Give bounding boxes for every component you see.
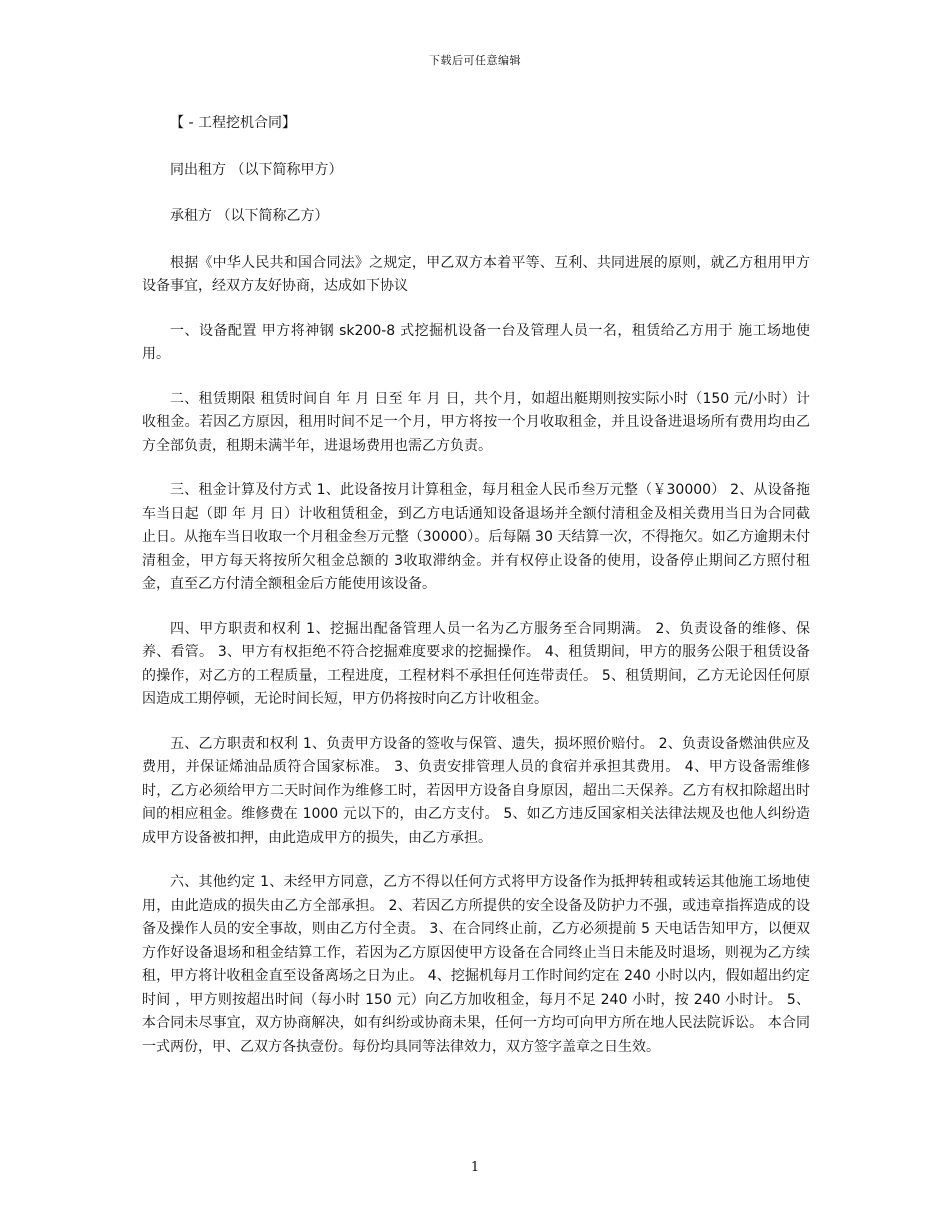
lessor-line: 同出租方 （以下简称甲方） [170, 161, 343, 178]
preamble-paragraph: 根据《中华人民共和国合同法》之规定，甲乙双方本着平等、互利、共同进展的原则，就乙方租用甲方设备事宜，经双方友好协商，达成如下协议 [142, 254, 810, 294]
clause-lessor-duties: 四、甲方职责和权利 1、挖掘出配备管理人员一名为乙方服务至合同期满。 2、负责设备的维修、保养、看管。 3、甲方有权拒绝不符合挖掘难度要求的挖掘操作。 4、租赁期间，甲方的服务公限于租赁设备的操作，对乙方的工程质量，工程进度，工程材料不承担任何连带责任。 5、租赁期间，乙方无论因任何原因造成工期停顿，无论时间长短，甲方仍将按时向乙方计收租金。 [142, 620, 810, 707]
clause-lease-term: 二、租赁期限 租赁时间自 年 月 日至 年 月 日，共个月，如超出艇期则按实际小时（150 元/小时）计收租金。若因乙方原因，租用时间不足一个月，甲方将按一个月收取租金，并且设备进退场所有费用均由乙方全部负责，租期未满半年，进退场费用也需乙方负责。 [142, 390, 810, 454]
clause-other-terms: 六、其他约定 1、未经甲方同意，乙方不得以任何方式将甲方设备作为抵押转租或转运其他施工场地使用，由此造成的损失由乙方全部承担。 2、若因乙方所提供的安全设备及防护力不强，或违章指挥造成的设备及操作人员的安全事故，则由乙方付全责。 3、在合同终止前，乙方必须提前 5 天电话告知甲方，以便双方作好设备退场和租金结算工作，若因为乙方原因使甲方设备在合同终止当日未能及时退场，则视为乙方续租，甲方将计收租金直至设备离场之日为止。 4、挖掘机每月工作时间约定在 240 小时以内，假如超出约定时间 ，甲方则按超出时间（每小时 150 元）向乙方加收租金，每月不足 240 小时，按 240 小时计。 5、本合同未尽事宜，双方协商解决，如有纠纷或协商未果，任何一方均可向甲方所在地人民法院诉讼。 本合同一式两份，甲、乙双方各执壹份。每份均具同等法律效力，双方签字盖章之日生效。 [142, 874, 810, 1055]
contract-body [142, 112, 810, 1080]
clause-rent-payment: 三、租金计算及付方式 1、此设备按月计算租金，每月租金人民币叁万元整（￥30000） 2、从设备拖车当日起（即 年 月 日）计收租赁租金，到乙方电话通知设备退场并全额付清租金及相关费用当日为合同截止日。从拖车当日收取一个月租金叁万元整（30000）。后每隔 30 天结算一次，不得拖欠。如乙方逾期未付清租金，甲方每天将按所欠租金总额的 3收取滞纳金。并有权停止设备的使用，设备停止期间乙方照付租金，直至乙方付清全额租金后方能使用该设备。 [142, 482, 810, 592]
header-note: 下载后可任意编辑 [429, 54, 521, 67]
clause-lessee-duties: 五、乙方职责和权利 1、负责甲方设备的签收与保管、遗失，损坏照价赔付。 2、负责设备燃油供应及费用，并保证烯油品质符合国家标准。 3、负责安排管理人员的食宿并承担其费用。 4、甲方设备需维修时，乙方必须给甲方二天时间作为维修工时，若因甲方设备自身原因，超出二天保养。乙方有权扣除超出时间的相应租金。维修费在 1000 元以下的，由乙方支付。 5、如乙方违反国家相关法律法规及也他人纠纷造成甲方设备被扣押，由此造成甲方的损失，由乙方承担。 [142, 735, 810, 846]
contract-title: 【 - 工程挖机合同】 [170, 115, 296, 131]
lessee-line: 承租方 （以下简称乙方） [170, 208, 329, 224]
page-number: 1 [470, 1160, 480, 1175]
clause-equipment: 一、设备配置 甲方将神钢 sk200-8 式挖掘机设备一台及管理人员一名，租赁给乙方用于 施工场地使用。 [142, 322, 810, 362]
